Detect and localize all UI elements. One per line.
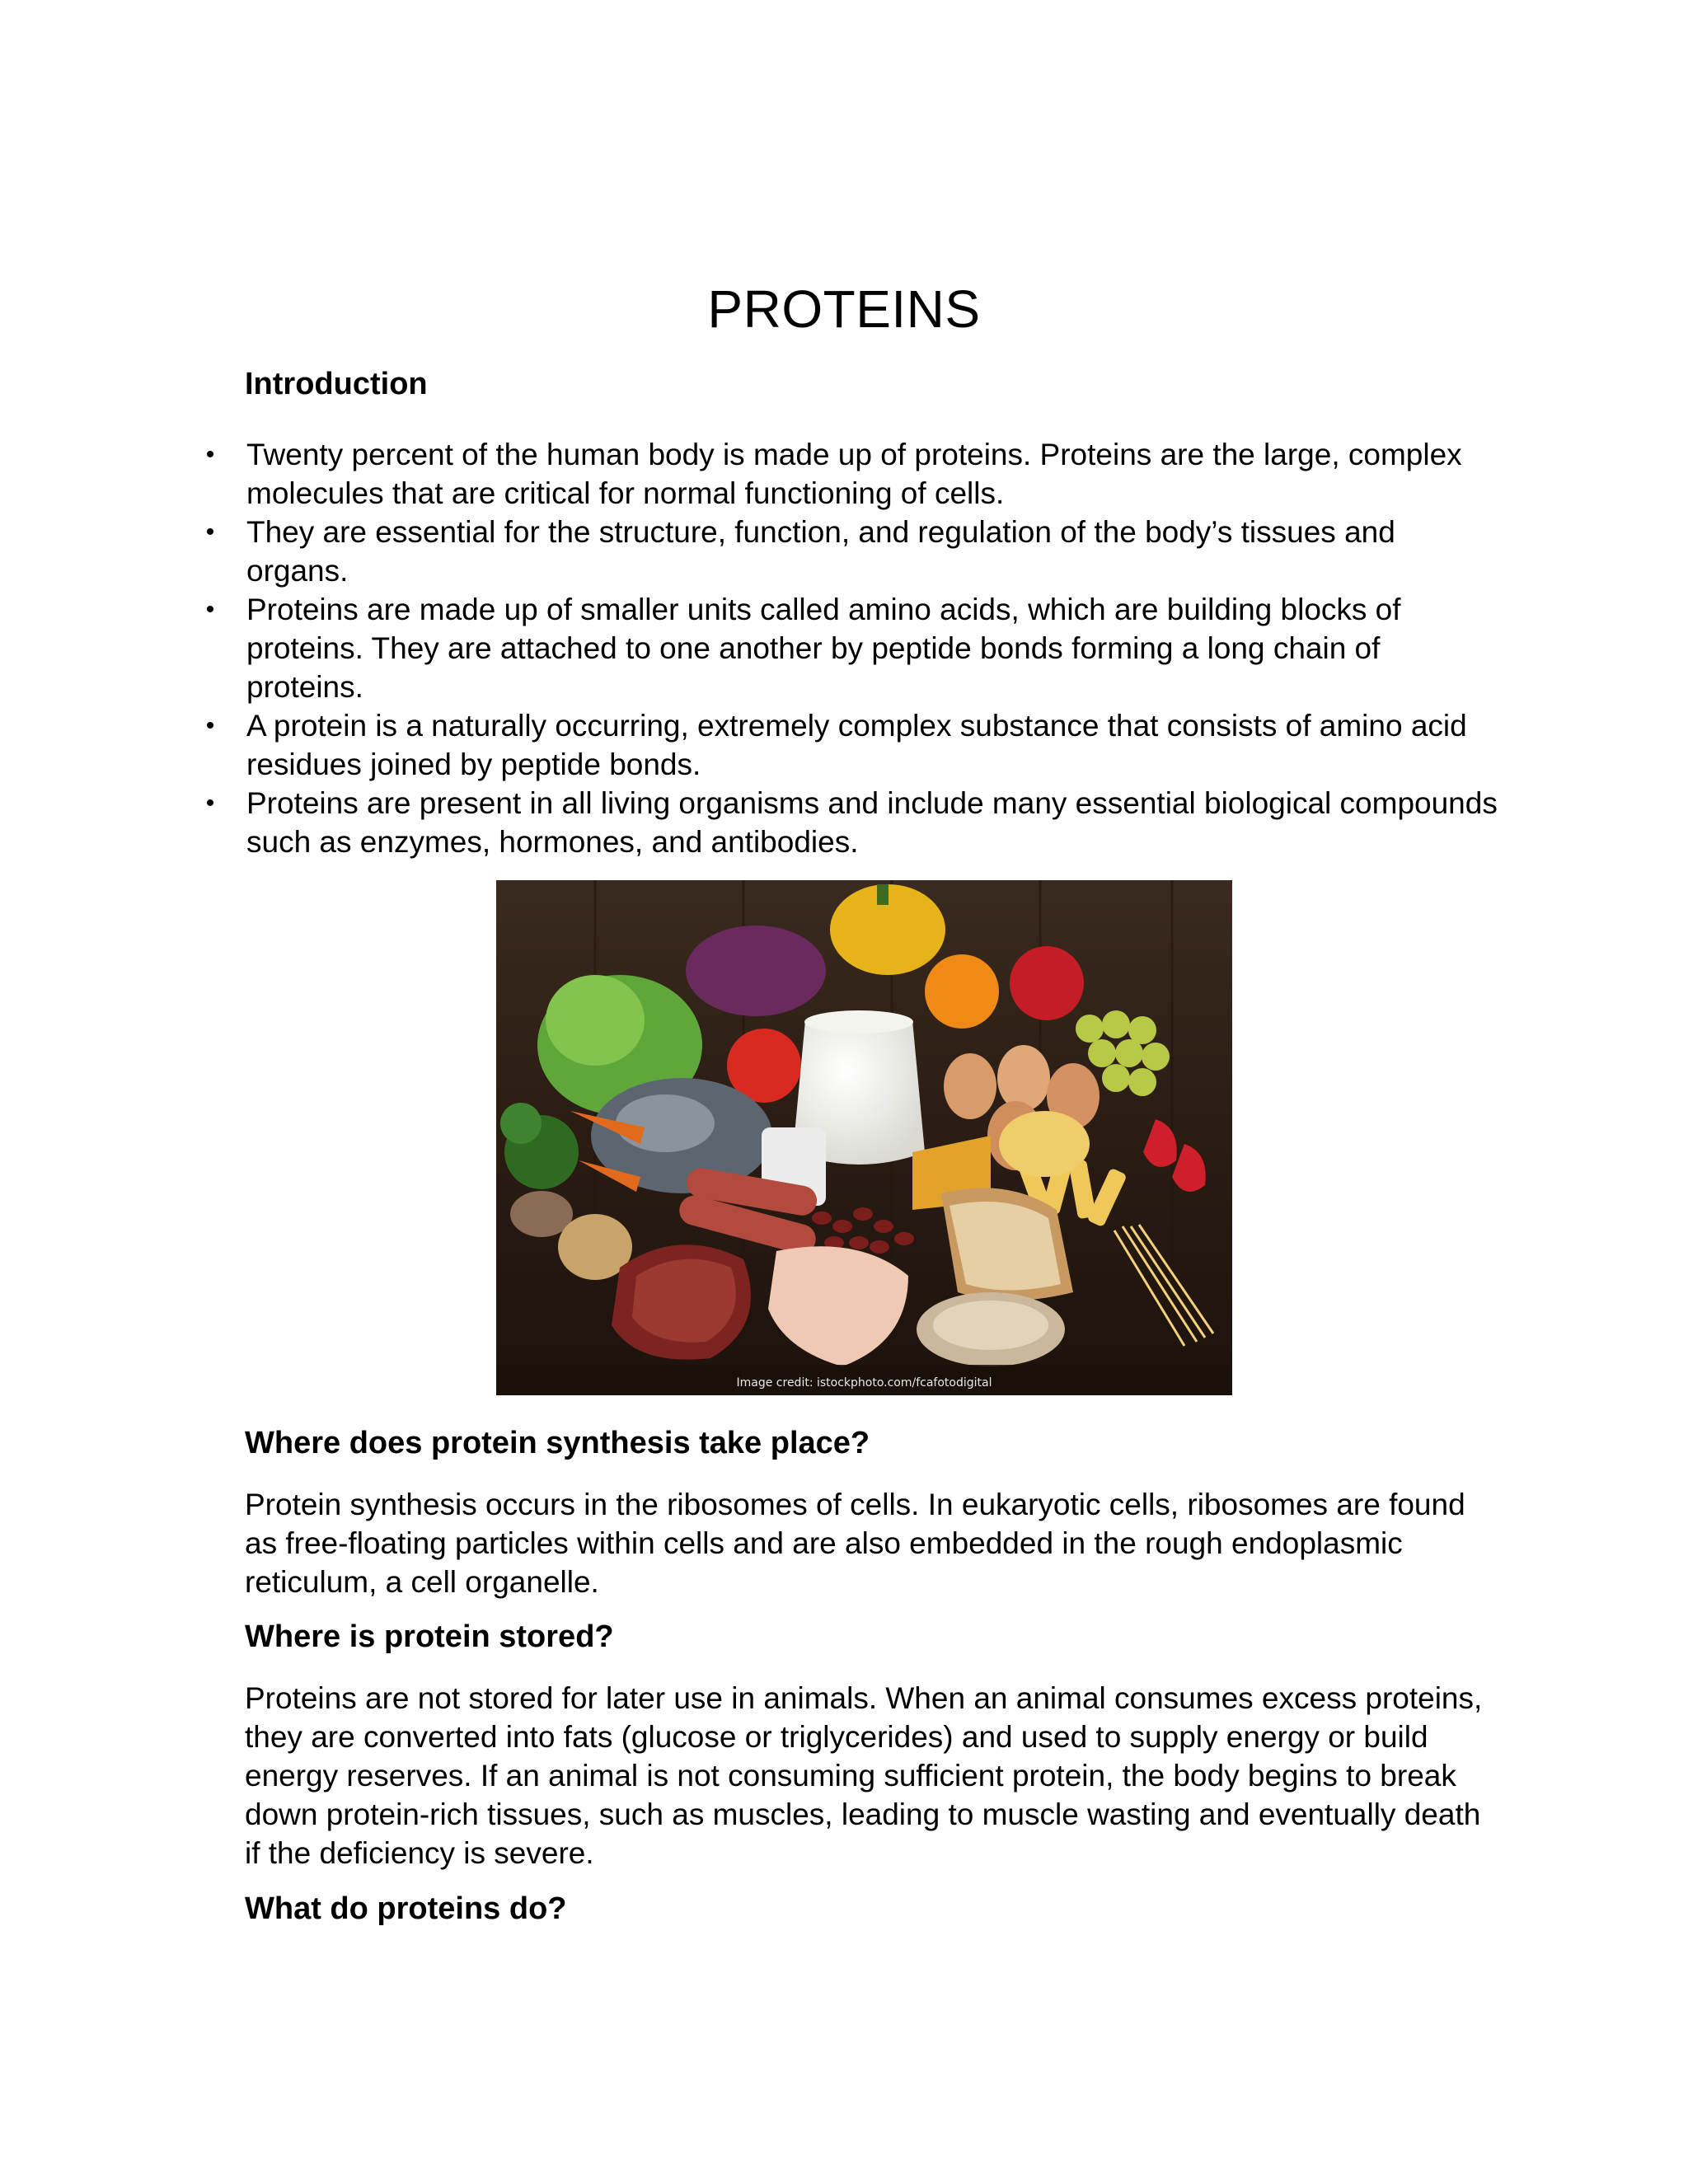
bullet-text: Proteins are present in all living organisms and include many essential biological compounds such as enzymes, hormones, and antibodies. [246, 786, 1498, 859]
bullet-text: They are essential for the structure, function, and regulation of the body’s tissues and organs. [246, 515, 1395, 588]
bullet-item [198, 706, 1500, 784]
section-heading-storage: Where is protein stored? [245, 1619, 614, 1654]
bullet-dot-icon: • [205, 596, 215, 623]
intro-bullet-list [198, 435, 1500, 861]
bullet-item [198, 784, 1500, 861]
bullet-item [198, 435, 1500, 513]
bullet-dot-icon: • [205, 518, 215, 546]
image-credit: Image credit: istockphoto.com/fcafotodigital [736, 1376, 992, 1390]
section-heading-function: What do proteins do? [245, 1891, 567, 1926]
section-heading-synthesis: Where does protein synthesis take place? [245, 1426, 870, 1460]
section-text-synthesis: Protein synthesis occurs in the ribosomes of cells. In eukaryotic cells, ribosomes are found as free-floating particles within cells and are also embedded in the rough endoplasmic reticulum, a cell organelle. [245, 1488, 1465, 1599]
protein-foods-illustration [496, 880, 1232, 1395]
bullet-dot-icon: • [205, 790, 215, 817]
protein-foods-photo [496, 880, 1232, 1395]
section-text-storage: Proteins are not stored for later use in animals. When an animal consumes excess proteins, they are converted into fats (glucose or triglycerides) and used to supply energy or build energy reserves. If an animal is not consuming sufficient protein, the body begins to break down protein-rich tissues, such as muscles, leading to muscle wasting and eventually death if the deficiency is severe. [245, 1681, 1483, 1870]
bullet-text: Proteins are made up of smaller units called amino acids, which are building blocks of proteins. They are attached to one another by peptide bonds forming a long chain of proteins. [246, 593, 1401, 704]
bullet-text: Twenty percent of the human body is made up of proteins. Proteins are the large, complex molecules that are critical for normal functioning of cells. [246, 438, 1462, 510]
bullet-item [198, 513, 1500, 590]
intro-heading: Introduction [245, 367, 428, 401]
page-title: PROTEINS [707, 279, 981, 339]
bullet-text: A protein is a naturally occurring, extremely complex substance that consists of amino acid residues joined by peptide bonds. [246, 709, 1467, 781]
bullet-item [198, 590, 1500, 706]
bullet-dot-icon: • [205, 441, 215, 468]
bullet-dot-icon: • [205, 712, 215, 739]
